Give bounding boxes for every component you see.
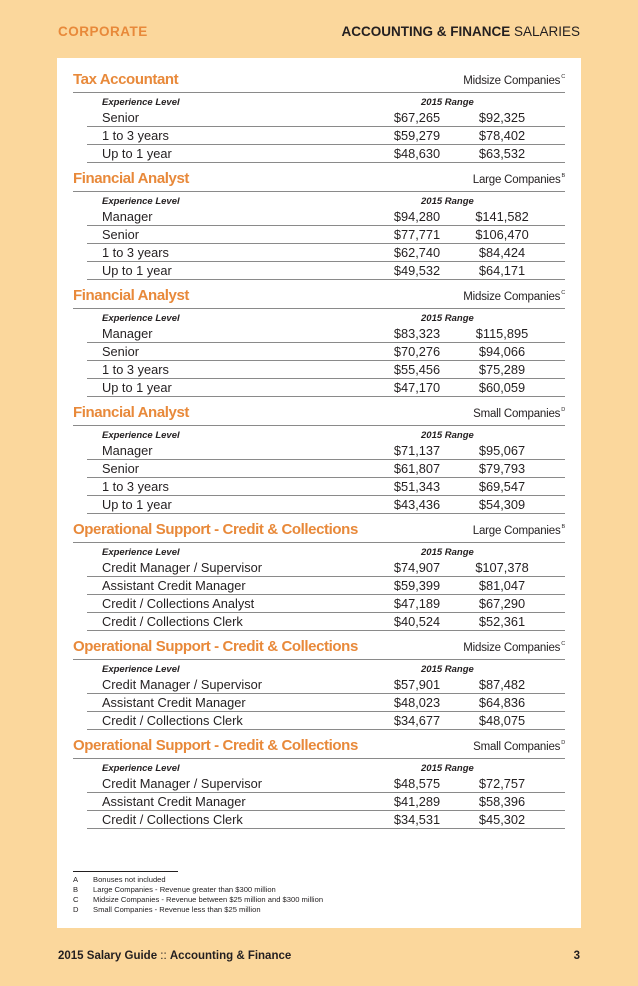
footnote	[73, 895, 493, 905]
salary-high: $75,289	[478, 362, 526, 377]
salary-section	[73, 637, 565, 736]
page-number: 3	[573, 950, 580, 962]
experience-level: Up to 1 year	[102, 380, 172, 395]
salary-high: $60,059	[478, 380, 526, 395]
table-row	[87, 442, 565, 460]
salary-section	[73, 70, 565, 169]
document-title	[341, 24, 580, 39]
salary-high: $107,378	[475, 560, 529, 575]
page-footer	[58, 950, 580, 962]
section-title: Financial Analyst	[73, 170, 190, 187]
salary-low: $40,524	[393, 614, 441, 629]
title-bold: ACCOUNTING & FINANCE	[341, 23, 511, 39]
salary-high: $69,547	[478, 479, 526, 494]
experience-level: Credit / Collections Clerk	[102, 713, 243, 728]
experience-level: Credit Manager / Supervisor	[102, 560, 263, 575]
company-size-label: Small Companies	[473, 408, 561, 420]
footnote	[73, 885, 493, 895]
column-header-row	[87, 312, 565, 325]
salary-high: $94,066	[478, 344, 526, 359]
experience-level: Manager	[102, 326, 153, 341]
salary-low: $61,807	[393, 461, 441, 476]
salary-high: $92,325	[478, 110, 526, 125]
table-row	[87, 694, 565, 712]
section-header	[73, 286, 565, 309]
experience-level: Credit / Collections Clerk	[102, 812, 243, 827]
salary-low: $94,280	[393, 209, 441, 224]
table-row	[87, 145, 565, 163]
experience-level: 1 to 3 years	[102, 128, 169, 143]
footnote-marker: D	[561, 740, 565, 746]
table-row	[87, 262, 565, 280]
range-header: 2015 Range	[421, 664, 474, 675]
salary-high: $87,482	[478, 677, 526, 692]
salary-low: $48,575	[393, 776, 441, 791]
experience-level-header: Experience Level	[102, 97, 180, 108]
salary-low: $57,901	[393, 677, 441, 692]
salary-low: $47,189	[393, 596, 441, 611]
salary-section	[73, 403, 565, 520]
company-size-label: Large Companies	[472, 174, 561, 186]
section-title: Financial Analyst	[73, 287, 190, 304]
company-size	[473, 740, 565, 753]
experience-level: Credit Manager / Supervisor	[102, 677, 263, 692]
section-header	[73, 403, 565, 426]
salary-high: $141,582	[475, 209, 529, 224]
experience-level: Senior	[102, 344, 139, 359]
company-size	[473, 173, 565, 186]
table-row	[87, 127, 565, 145]
salary-high: $106,470	[475, 227, 529, 242]
column-header-row	[87, 546, 565, 559]
experience-level: 1 to 3 years	[102, 479, 169, 494]
column-header-row	[87, 96, 565, 109]
footnote-rule	[73, 871, 178, 872]
salary-high: $58,396	[478, 794, 526, 809]
salary-high: $72,757	[478, 776, 526, 791]
column-header-row	[87, 195, 565, 208]
footnote-letter: C	[73, 895, 79, 904]
footnote-letter: D	[73, 905, 79, 914]
experience-level: Assistant Credit Manager	[102, 695, 246, 710]
table-row	[87, 244, 565, 262]
experience-level: Senior	[102, 461, 139, 476]
experience-level-header: Experience Level	[102, 547, 180, 558]
experience-level: Up to 1 year	[102, 146, 172, 161]
salary-high: $64,171	[478, 263, 526, 278]
salary-high: $81,047	[478, 578, 526, 593]
experience-level: Senior	[102, 110, 139, 125]
footnote	[73, 905, 493, 915]
table-row	[87, 496, 565, 514]
salary-high: $67,290	[478, 596, 526, 611]
salary-low: $83,323	[393, 326, 441, 341]
section-title: Operational Support - Credit & Collections	[73, 638, 358, 655]
experience-level: Manager	[102, 443, 153, 458]
section-header	[73, 70, 565, 93]
column-header-row	[87, 762, 565, 775]
footnote-text: Large Companies - Revenue greater than $300 million	[93, 885, 276, 894]
company-size	[463, 290, 565, 303]
section-header	[73, 637, 565, 660]
salary-section	[73, 520, 565, 637]
salary-sections	[73, 70, 565, 835]
range-header: 2015 Range	[421, 97, 474, 108]
salary-high: $95,067	[478, 443, 526, 458]
salary-low: $41,289	[393, 794, 441, 809]
range-header: 2015 Range	[421, 430, 474, 441]
experience-level: 1 to 3 years	[102, 245, 169, 260]
footnote-marker: B	[561, 173, 565, 179]
footnote-list	[73, 875, 493, 915]
table-row	[87, 577, 565, 595]
company-size	[473, 407, 565, 420]
salary-high: $79,793	[478, 461, 526, 476]
range-header: 2015 Range	[421, 196, 474, 207]
section-title: Financial Analyst	[73, 404, 190, 421]
company-size-label: Midsize Companies	[463, 291, 561, 303]
experience-level: Credit Manager / Supervisor	[102, 776, 263, 791]
section-header	[73, 169, 565, 192]
experience-level: Senior	[102, 227, 139, 242]
experience-level: Manager	[102, 209, 153, 224]
table-row	[87, 460, 565, 478]
section-header	[73, 520, 565, 543]
table-row	[87, 478, 565, 496]
salary-low: $34,677	[393, 713, 441, 728]
experience-level-header: Experience Level	[102, 196, 180, 207]
footnote-text: Midsize Companies - Revenue between $25 million and $300 million	[93, 895, 324, 904]
experience-level: Credit / Collections Clerk	[102, 614, 243, 629]
table-row	[87, 379, 565, 397]
company-size-label: Midsize Companies	[463, 642, 561, 654]
footnote-marker: C	[561, 290, 565, 296]
salary-low: $34,531	[393, 812, 441, 827]
brand-label: CORPORATE	[58, 23, 148, 39]
footnote-marker: B	[561, 524, 565, 530]
section-spacer	[73, 829, 565, 835]
section-header	[73, 736, 565, 759]
salary-low: $59,279	[393, 128, 441, 143]
range-header: 2015 Range	[421, 313, 474, 324]
footer-guide	[58, 950, 291, 962]
experience-level-header: Experience Level	[102, 313, 180, 324]
footer-guide-bold: 2015 Salary Guide	[58, 950, 158, 962]
salary-high: $54,309	[478, 497, 526, 512]
salary-low: $62,740	[393, 245, 441, 260]
salary-low: $47,170	[393, 380, 441, 395]
experience-level: 1 to 3 years	[102, 362, 169, 377]
table-row	[87, 325, 565, 343]
table-row	[87, 712, 565, 730]
section-title: Operational Support - Credit & Collections	[73, 737, 358, 754]
experience-level-header: Experience Level	[102, 430, 180, 441]
table-row	[87, 793, 565, 811]
salary-section	[73, 169, 565, 286]
salary-section	[73, 736, 565, 835]
experience-level: Assistant Credit Manager	[102, 794, 246, 809]
footnote-letter: B	[73, 885, 79, 894]
salary-high: $64,836	[478, 695, 526, 710]
column-header-row	[87, 429, 565, 442]
footnote-letter: A	[73, 875, 79, 884]
salary-low: $48,630	[393, 146, 441, 161]
company-size	[463, 641, 565, 654]
company-size-label: Midsize Companies	[463, 75, 561, 87]
table-row	[87, 613, 565, 631]
salary-low: $43,436	[393, 497, 441, 512]
company-size	[463, 74, 565, 87]
section-title: Operational Support - Credit & Collections	[73, 521, 358, 538]
footnote	[73, 875, 493, 885]
salary-low: $48,023	[393, 695, 441, 710]
salary-high: $63,532	[478, 146, 526, 161]
table-row	[87, 811, 565, 829]
company-size-label: Large Companies	[472, 525, 561, 537]
table-row	[87, 361, 565, 379]
experience-level: Assistant Credit Manager	[102, 578, 246, 593]
table-row	[87, 343, 565, 361]
salary-low: $55,456	[393, 362, 441, 377]
footnote-marker: C	[561, 641, 565, 647]
salary-low: $59,399	[393, 578, 441, 593]
table-row	[87, 109, 565, 127]
salary-high: $78,402	[478, 128, 526, 143]
table-row	[87, 775, 565, 793]
table-row	[87, 595, 565, 613]
footnote-marker: D	[561, 407, 565, 413]
footnote-marker: C	[561, 74, 565, 80]
experience-level: Up to 1 year	[102, 263, 172, 278]
experience-level-header: Experience Level	[102, 664, 180, 675]
footnote-text: Small Companies - Revenue less than $25 million	[93, 905, 261, 914]
company-size-label: Small Companies	[473, 741, 561, 753]
column-header-row	[87, 663, 565, 676]
salary-low: $49,532	[393, 263, 441, 278]
footnotes	[73, 871, 493, 915]
experience-level: Credit / Collections Analyst	[102, 596, 255, 611]
salary-low: $51,343	[393, 479, 441, 494]
page-header	[58, 20, 580, 42]
experience-level: Up to 1 year	[102, 497, 172, 512]
salary-low: $71,137	[393, 443, 441, 458]
table-row	[87, 208, 565, 226]
salary-high: $48,075	[478, 713, 526, 728]
salary-low: $77,771	[393, 227, 441, 242]
range-header: 2015 Range	[421, 547, 474, 558]
salary-high: $52,361	[478, 614, 526, 629]
footer-guide-rest: Accounting & Finance	[169, 950, 292, 962]
range-header: 2015 Range	[421, 763, 474, 774]
table-row	[87, 676, 565, 694]
salary-panel	[57, 58, 581, 928]
footnote-text: Bonuses not included	[93, 875, 166, 884]
salary-low: $67,265	[393, 110, 441, 125]
salary-high: $84,424	[478, 245, 526, 260]
experience-level-header: Experience Level	[102, 763, 180, 774]
company-size	[473, 524, 565, 537]
salary-low: $74,907	[393, 560, 441, 575]
footer-separator: ::	[157, 950, 170, 962]
table-row	[87, 226, 565, 244]
table-row	[87, 559, 565, 577]
section-title: Tax Accountant	[73, 71, 179, 88]
salary-high: $45,302	[478, 812, 526, 827]
salary-low: $70,276	[393, 344, 441, 359]
salary-section	[73, 286, 565, 403]
title-rest: SALARIES	[513, 23, 580, 39]
salary-high: $115,895	[475, 326, 529, 341]
